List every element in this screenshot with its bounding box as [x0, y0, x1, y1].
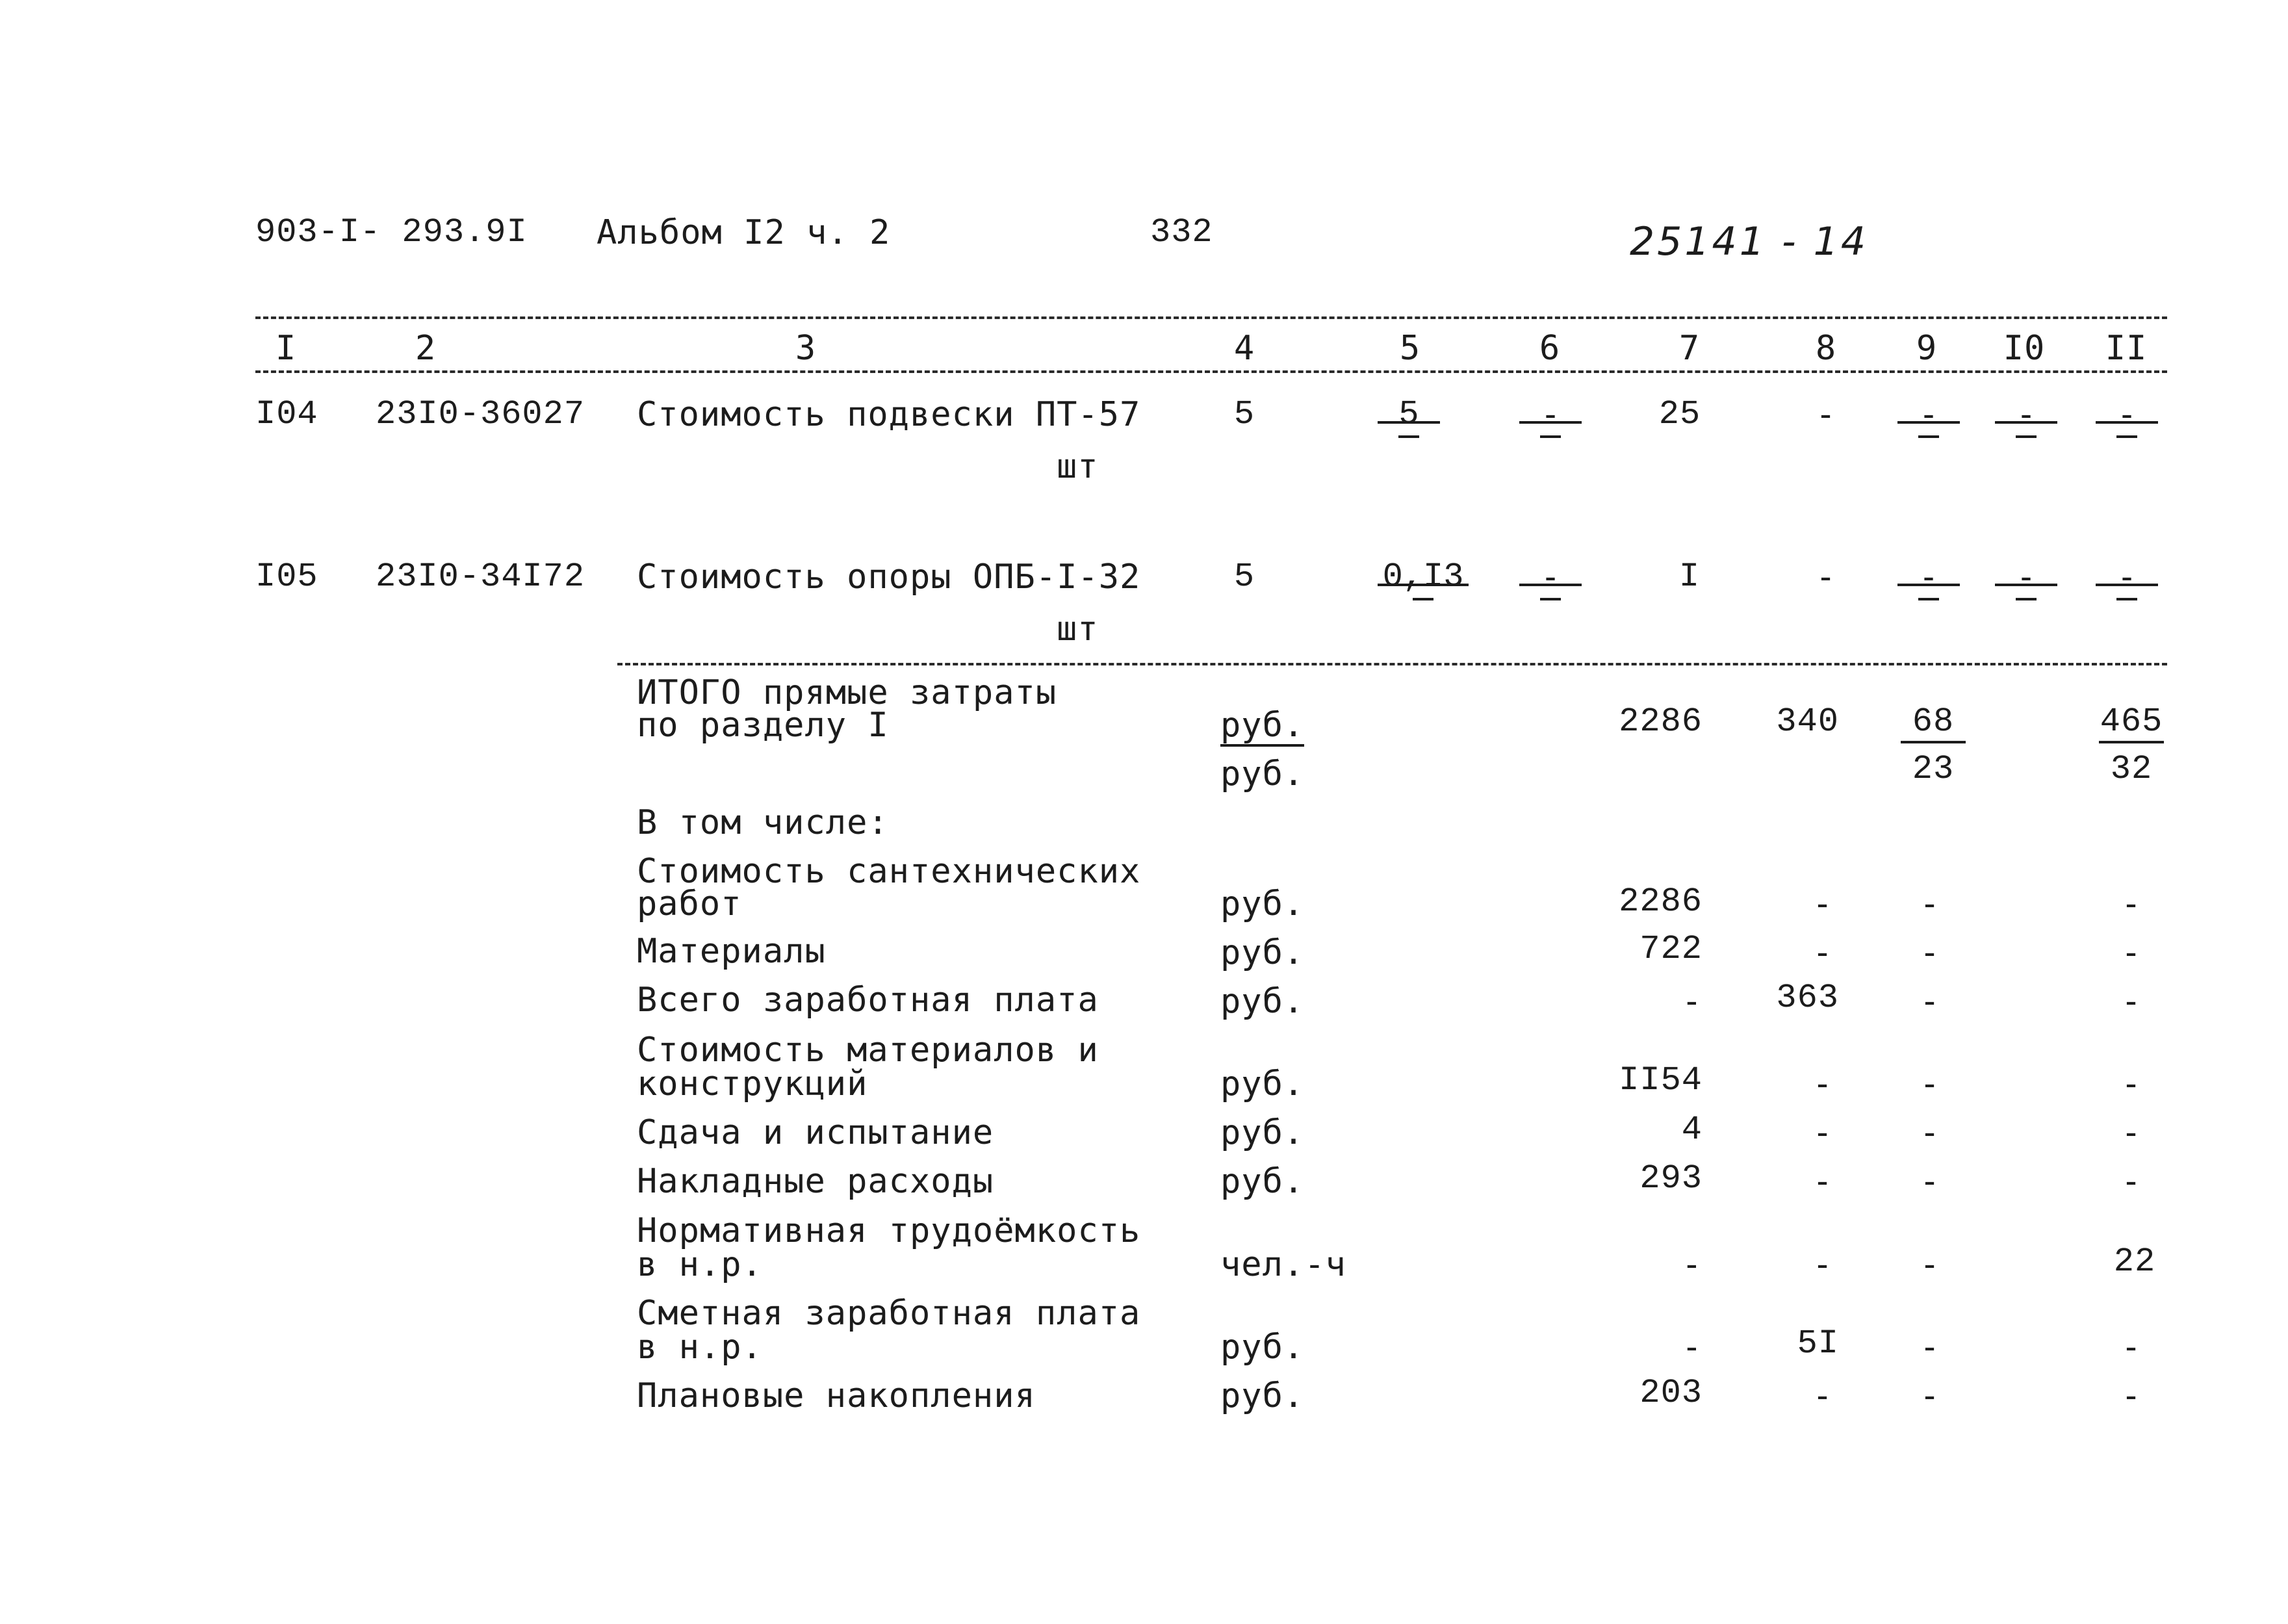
- item-col11-value: -: [2116, 558, 2137, 597]
- breakdown-unit: руб.: [1220, 933, 1305, 972]
- breakdown-unit: руб.: [1220, 982, 1305, 1021]
- fraction-bottom-dash: [1540, 598, 1561, 600]
- fraction-bottom-dash: [2016, 435, 2037, 438]
- total-label-line1: ИТОГО прямые затраты: [637, 673, 1057, 712]
- breakdown-label: Сдача и испытание: [637, 1113, 994, 1152]
- document-code: 903-I- 293.9I: [255, 213, 528, 251]
- fraction-bottom-dash: [1918, 435, 1939, 438]
- fraction-bottom-dash: [1540, 435, 1561, 438]
- item-qty: 5: [1233, 558, 1255, 596]
- breakdown-col11: -: [2120, 1064, 2142, 1103]
- including-label: В том числе:: [637, 803, 889, 842]
- item-col10-fraction: [1995, 395, 2057, 450]
- col-header-1: I: [275, 329, 297, 368]
- breakdown-col9: -: [1919, 1113, 1941, 1152]
- breakdown-col7: 722: [1639, 930, 1703, 968]
- item-code: 23I0-34I72: [376, 558, 585, 596]
- total-col7: 2286: [1619, 702, 1703, 741]
- total-unit-secondary: руб.: [1220, 754, 1305, 793]
- header-bottom-rule: [255, 370, 2167, 373]
- item-col6-value: -: [1540, 395, 1561, 434]
- breakdown-col7: 203: [1639, 1374, 1703, 1412]
- breakdown-col7: 2286: [1619, 883, 1703, 921]
- total-col11-bottom: 32: [2110, 750, 2153, 788]
- total-col9-top: 68: [1901, 705, 1966, 743]
- item-name: Стоимость подвески ПТ-57: [637, 395, 1141, 434]
- fraction-bar: [2096, 421, 2158, 424]
- breakdown-col11: -: [2120, 1113, 2142, 1152]
- item-col10-value: -: [2016, 558, 2037, 597]
- breakdown-unit: руб.: [1220, 1376, 1305, 1415]
- breakdown-col11: -: [2120, 1162, 2142, 1201]
- breakdown-label-cont: в н.р.: [637, 1328, 763, 1367]
- breakdown-unit: руб.: [1220, 1328, 1305, 1367]
- item-col11-fraction: [2096, 560, 2158, 612]
- breakdown-unit: руб.: [1220, 884, 1305, 923]
- breakdown-col9: -: [1919, 1376, 1941, 1415]
- breakdown-col11: -: [2120, 884, 2142, 923]
- item-col6-value: -: [1540, 558, 1561, 597]
- breakdown-col11: -: [2120, 1328, 2142, 1367]
- item-col8-value: -: [1815, 395, 1837, 434]
- item-col9-fraction: [1897, 395, 1960, 450]
- col-header-5: 5: [1399, 329, 1421, 368]
- page-number: 332: [1150, 213, 1213, 251]
- col-header-8: 8: [1815, 329, 1837, 368]
- item-col5-value: 0,I3: [1382, 558, 1464, 596]
- breakdown-col8: 363: [1776, 979, 1839, 1017]
- fraction-bar: [1378, 421, 1440, 424]
- item-unit: шт: [1057, 610, 1099, 649]
- breakdown-col9: -: [1919, 1328, 1941, 1367]
- item-col5-fraction: [1378, 560, 1469, 612]
- breakdown-label-cont: работ: [637, 884, 742, 923]
- item-number: I04: [255, 395, 318, 433]
- col-header-6: 6: [1539, 329, 1561, 368]
- fraction-bar: [1897, 584, 1960, 586]
- item-col8-value: -: [1815, 558, 1837, 597]
- fraction-bar: [1897, 421, 1960, 424]
- item-col5-value: 5: [1398, 395, 1419, 433]
- total-label-line2: по разделу I: [637, 706, 889, 745]
- header-top-rule: [255, 316, 2167, 319]
- fraction-bottom-dash: [2016, 598, 2037, 600]
- breakdown-col8: -: [1812, 1245, 1834, 1284]
- breakdown-col9: -: [1919, 1245, 1941, 1284]
- item-qty: 5: [1233, 395, 1255, 433]
- item-col10-fraction: [1995, 560, 2057, 612]
- breakdown-label-cont: конструкций: [637, 1064, 868, 1103]
- breakdown-unit: руб.: [1220, 1113, 1305, 1152]
- breakdown-col8: 5I: [1797, 1324, 1839, 1363]
- breakdown-label-cont: в н.р.: [637, 1245, 763, 1284]
- fraction-bar: [1995, 421, 2057, 424]
- item-col7-value: 25: [1658, 395, 1701, 433]
- breakdown-unit: чел.-ч: [1220, 1245, 1346, 1284]
- col-header-9: 9: [1916, 329, 1938, 368]
- breakdown-col7: 4: [1681, 1111, 1703, 1149]
- items-bottom-rule: [617, 663, 2167, 665]
- breakdown-col11: -: [2120, 982, 2142, 1021]
- item-col6-fraction: [1519, 395, 1582, 450]
- col-header-2: 2: [415, 329, 437, 368]
- breakdown-col7: -: [1681, 982, 1703, 1021]
- item-col11-fraction: [2096, 395, 2158, 450]
- breakdown-col8: -: [1812, 1376, 1834, 1415]
- breakdown-col7: -: [1681, 1245, 1703, 1284]
- breakdown-col8: -: [1812, 1113, 1834, 1152]
- item-col10-value: -: [2016, 395, 2037, 434]
- item-name: Стоимость опоры ОПБ-I-32: [637, 558, 1141, 597]
- breakdown-col7: II54: [1619, 1061, 1703, 1100]
- fraction-bar: [1378, 584, 1469, 586]
- col-header-7: 7: [1678, 329, 1701, 368]
- item-col9-value: -: [1918, 395, 1939, 434]
- breakdown-col11: 22: [2113, 1243, 2156, 1281]
- fraction-bar: [1519, 421, 1582, 424]
- fraction-bar: [1519, 584, 1582, 586]
- col-header-4: 4: [1233, 329, 1255, 368]
- breakdown-col8: -: [1812, 1064, 1834, 1103]
- breakdown-col9: -: [1919, 1064, 1941, 1103]
- breakdown-col9: -: [1919, 933, 1941, 972]
- breakdown-col7: 293: [1639, 1159, 1703, 1198]
- breakdown-col11: -: [2120, 1376, 2142, 1415]
- breakdown-col9: -: [1919, 982, 1941, 1021]
- breakdown-unit: руб.: [1220, 1064, 1305, 1103]
- total-col11-top: 465: [2099, 705, 2164, 743]
- breakdown-col9: -: [1919, 884, 1941, 923]
- breakdown-col9: -: [1919, 1162, 1941, 1201]
- item-col6-fraction: [1519, 560, 1582, 612]
- col-header-3: 3: [795, 329, 817, 368]
- item-number: I05: [255, 558, 318, 596]
- fraction-bottom-dash: [1398, 435, 1419, 438]
- item-col7-value: I: [1678, 558, 1701, 596]
- fraction-bar: [1995, 584, 2057, 586]
- breakdown-col8: -: [1812, 884, 1834, 923]
- breakdown-col8: -: [1812, 933, 1834, 972]
- total-col8: 340: [1776, 702, 1839, 741]
- breakdown-unit: руб.: [1220, 1162, 1305, 1201]
- breakdown-label: Стоимость материалов и: [637, 1031, 1099, 1070]
- fraction-bottom-dash: [1918, 598, 1939, 600]
- breakdown-label: Накладные расходы: [637, 1162, 994, 1201]
- item-col9-fraction: [1897, 560, 1960, 612]
- breakdown-label: Материалы: [637, 932, 826, 971]
- fraction-bottom-dash: [1413, 598, 1433, 600]
- fraction-bottom-dash: [2116, 435, 2137, 438]
- item-unit: шт: [1057, 447, 1099, 486]
- item-col5-fraction: [1378, 395, 1440, 450]
- inventory-number: 25141 - 14: [1630, 219, 1869, 264]
- item-col9-value: -: [1918, 558, 1939, 597]
- breakdown-col11: -: [2120, 933, 2142, 972]
- total-unit-primary: руб.: [1220, 708, 1304, 747]
- col-header-11: II: [2105, 329, 2148, 368]
- breakdown-label: Сметная заработная плата: [637, 1294, 1141, 1333]
- breakdown-col8: -: [1812, 1162, 1834, 1201]
- breakdown-label: Нормативная трудоёмкость: [637, 1211, 1141, 1250]
- total-col9-bottom: 23: [1912, 750, 1955, 788]
- breakdown-label: Плановые накопления: [637, 1376, 1036, 1415]
- col-header-10: I0: [2003, 329, 2046, 368]
- breakdown-label: Всего заработная плата: [637, 981, 1099, 1020]
- album-label: Альбом I2 ч. 2: [597, 213, 891, 252]
- item-code: 23I0-36027: [376, 395, 585, 433]
- fraction-bottom-dash: [2116, 598, 2137, 600]
- breakdown-label: Стоимость сантехнических: [637, 852, 1141, 891]
- breakdown-col7: -: [1681, 1328, 1703, 1367]
- fraction-bar: [2096, 584, 2158, 586]
- item-col11-value: -: [2116, 395, 2137, 434]
